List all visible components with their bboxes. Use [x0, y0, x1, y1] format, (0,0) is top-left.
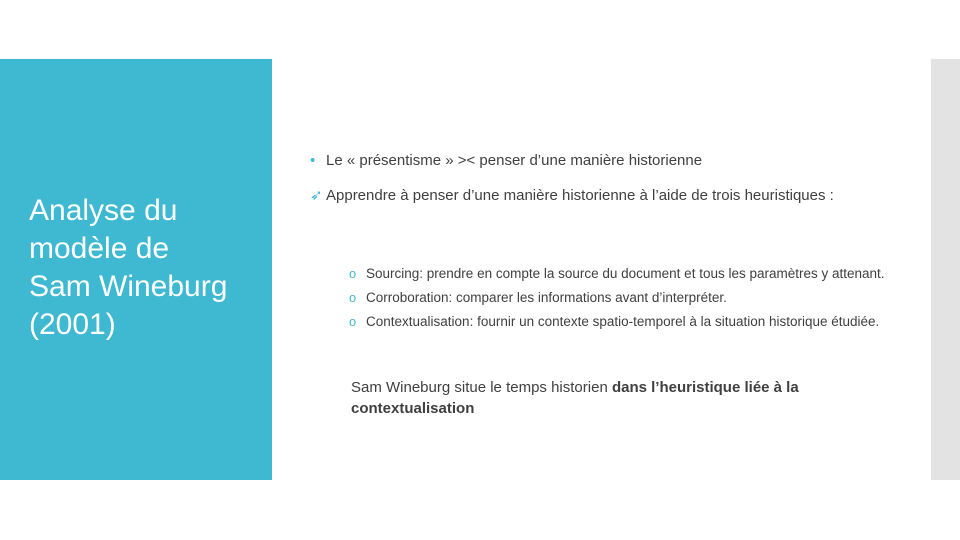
circle-bullet-icon: o — [349, 290, 357, 305]
bullet-heuristiques — [310, 185, 886, 207]
title-line-4: (2001) — [29, 308, 116, 341]
heuristics-list — [349, 264, 889, 336]
bullet-presentisme-text: Le « présentisme » >< penser d’une manière historienne — [326, 152, 703, 169]
bullet-dot-icon: • — [310, 152, 316, 169]
list-item-text: Sourcing: prendre en compte la source du document et tous les paramètres y attenant. — [366, 266, 885, 281]
title-line-2: modèle de — [29, 232, 170, 265]
list-item-corroboration — [349, 288, 889, 308]
slide-title — [29, 192, 264, 344]
bullet-heuristiques-text: Apprendre à penser d’une manière historienne à l’aide de trois heuristiques : — [326, 187, 834, 204]
bullet-presentisme — [310, 151, 910, 171]
conclusion-bold: dans l’heuristique liée à la contextualisation — [351, 379, 799, 417]
list-item-sourcing — [349, 264, 889, 284]
circle-bullet-icon: o — [349, 314, 357, 329]
title-line-1: Analyse du — [29, 194, 178, 227]
circle-bullet-icon: o — [349, 266, 357, 281]
list-item-text: Corroboration: comparer les informations avant d’interpréter. — [366, 290, 727, 305]
arrow-bullet-icon: ➶ — [310, 187, 323, 204]
list-item-text: Contextualisation: fournir un contexte spatio-temporel à la situation historique étudiée. — [366, 314, 880, 329]
list-item-contextualisation — [349, 312, 889, 332]
conclusion-plain: Sam Wineburg situe le temps historien — [351, 379, 612, 396]
side-accent-bar — [931, 59, 960, 480]
conclusion-text — [351, 377, 881, 419]
title-line-3: Sam Wineburg — [29, 270, 228, 303]
